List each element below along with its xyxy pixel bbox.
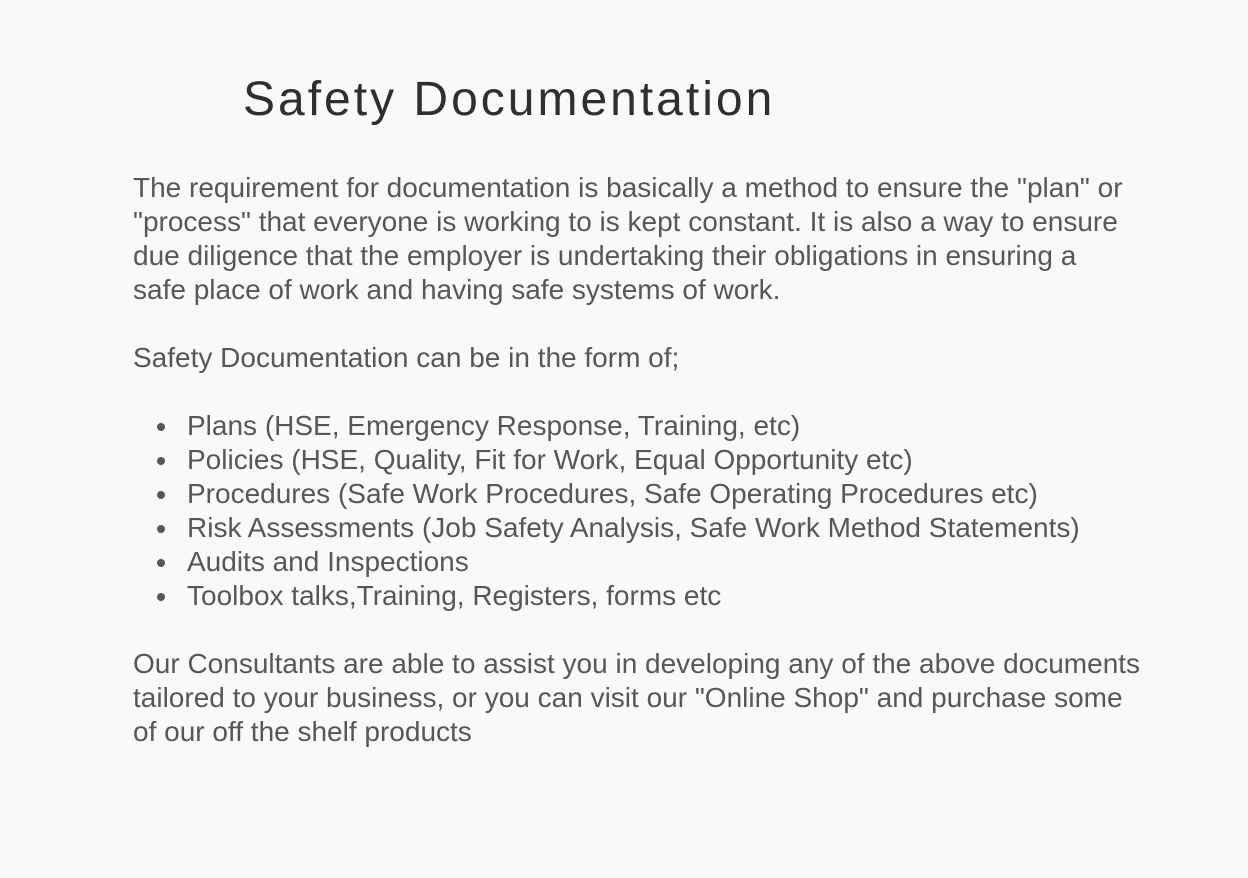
list-item bbox=[133, 409, 1173, 443]
closing-text-start: Our Consultants are able to assist you in developing any of the above documents tailored to your business, or you can visit our bbox=[133, 648, 1141, 713]
page-title: Safety Documentation bbox=[243, 73, 776, 126]
list-item-text: Toolbox talks,Training, Registers, forms etc bbox=[187, 580, 722, 611]
bullet-icon bbox=[157, 593, 165, 601]
list-item-text: Risk Assessments (Job Safety Analysis, Safe Work Method Statements) bbox=[187, 512, 1080, 543]
bullet-icon bbox=[157, 559, 165, 567]
online-shop-link[interactable]: "Online Shop" bbox=[694, 682, 869, 713]
paragraph-spacer bbox=[133, 307, 1173, 341]
list-item bbox=[133, 511, 1173, 545]
paragraph-spacer bbox=[133, 375, 1173, 409]
bullet-icon bbox=[157, 491, 165, 499]
closing-paragraph bbox=[133, 647, 1143, 749]
list-item bbox=[133, 477, 1173, 511]
list-item-text: Audits and Inspections bbox=[187, 546, 469, 577]
bullet-icon bbox=[157, 525, 165, 533]
list-item bbox=[133, 545, 1173, 579]
list-item bbox=[133, 443, 1173, 477]
list-item bbox=[133, 579, 1173, 613]
bullet-icon bbox=[157, 423, 165, 431]
bullet-icon bbox=[157, 457, 165, 465]
documentation-types-list bbox=[133, 409, 1173, 613]
paragraph-spacer bbox=[133, 613, 1173, 647]
intro-paragraph: The requirement for documentation is basically a method to ensure the "plan" or "process" that everyone is working to is kept constant. It is also a way to ensure due diligence that the employer is undertaking their obligations in ensuring a safe place of work and having safe systems of work. bbox=[133, 172, 1123, 305]
closing-text-end: and purchase some of our off the shelf products bbox=[133, 682, 1123, 747]
article-body bbox=[133, 171, 1173, 749]
list-item-text: Procedures (Safe Work Procedures, Safe Operating Procedures etc) bbox=[187, 478, 1038, 509]
list-item-text: Policies (HSE, Quality, Fit for Work, Equal Opportunity etc) bbox=[187, 444, 913, 475]
forms-heading: Safety Documentation can be in the form of; bbox=[133, 342, 680, 373]
list-item-text: Plans (HSE, Emergency Response, Training, etc) bbox=[187, 410, 801, 441]
